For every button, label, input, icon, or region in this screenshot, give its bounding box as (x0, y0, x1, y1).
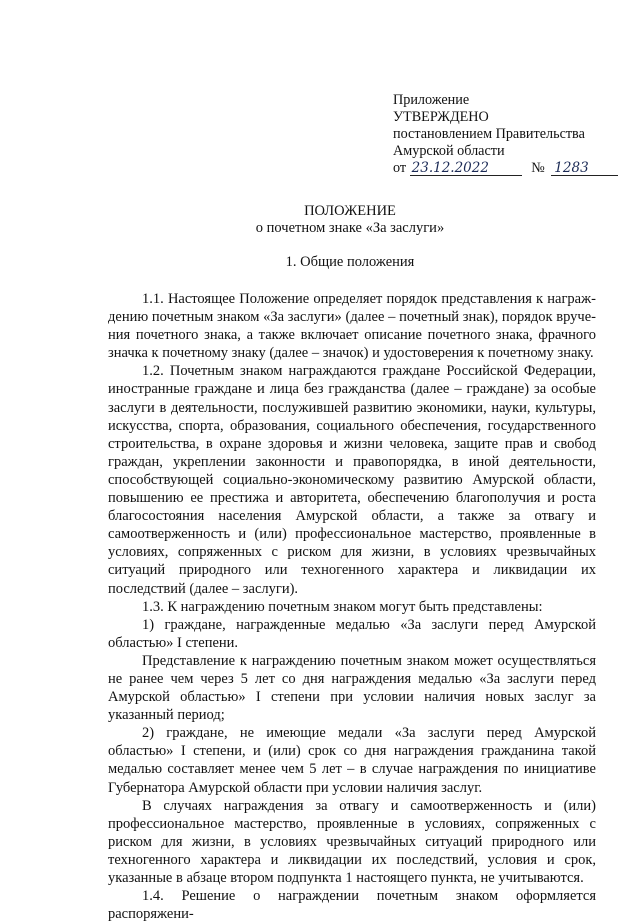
paragraph-1-4: 1.4. Решение о награждении почетным знаком оформляется распоряжени- (108, 888, 596, 923)
paragraph-item-1: 1) граждане, награжденные медалью «За заслуги перед Амурской областью» I степени. (108, 616, 596, 651)
paragraph-item-1-note: Представление к награждению почетным знаком может осуществляться не ранее чем через 5 лет со дня награждения медалью «За заслуги перед Амурской областью» I степени при условии наличия новых заслуг за указанный период; (108, 652, 596, 724)
approved-label: УТВЕРЖДЕНО (393, 109, 489, 125)
date-prefix: от (393, 160, 407, 176)
handwritten-number: 1283 (551, 161, 618, 176)
region-label: Амурской области (393, 143, 505, 159)
document-title: ПОЛОЖЕНИЕ (304, 203, 396, 219)
paragraph-1-3: 1.3. К награждению почетным знаком могут быть представлены: (142, 598, 543, 615)
approval-block (393, 92, 613, 177)
paragraph-1-2: 1.2. Почетным знаком награждаются граждане Российской Федерации, иностранные граждане и лица без гражданства (далее – граждане) за особые заслуги в деятельности, послужившей развитию экономики, науки, культуры, искусства, спорта, образования, социального обеспечения, государственного строительства, в охране здоровья и жизни человека, защите прав и свобод граждан, укреплении законности и правопорядка, в иной деятельности, способствующей социально-экономическому развитию Амурской области, повышению ее престижа и авторитета, обеспечению благополучия и роста благосостояния населения Амурской области, а также за отвагу и самоотверженность и (или) профессиональное мастерство, проявленные в условиях, сопряженных с риском для жизни, в условиях чрезвычайных ситуаций природного или техногенного характера и ликвидации их последствий (далее – заслуги). (108, 363, 596, 597)
paragraph-item-2: 2) граждане, не имеющие медали «За заслуги перед Амурской областью» I степени, и (или) срок со дня награждения гражданина такой медалью составляет менее чем 5 лет – в случае награждения по инициативе Губернатора Амурской области при условии наличия заслуг. (108, 725, 596, 796)
document-subtitle: о почетном знаке «За заслуги» (255, 220, 445, 236)
resolution-label: постановлением Правительства (393, 126, 585, 142)
date-number-row (393, 160, 613, 177)
paragraph-1-1: 1.1. Настоящее Положение определяет порядок представления к награждению почетным знаком «За заслуги» (далее – почетный знак), порядок вручения почетного знака, а также включает описание почетного знака, фрачного значка к почетному знаку (далее – значок) и удостоверения к почетному знаку. (108, 291, 596, 362)
number-sign: № (531, 160, 545, 176)
document-body (108, 290, 596, 923)
handwritten-date: 23.12.2022 (410, 161, 522, 176)
section-heading: 1. Общие положения (285, 254, 415, 270)
paragraph-exception: В случаях награждения за отвагу и самоотверженность и (или) профессиональное мастерство, проявленные в условиях, сопряженных с риском для жизни, в условиях чрезвычайных ситуаций природного или техногенного характера и ликвидации их последствий, условия и срок, указанные в абзаце втором подпункта 1 настоящего пункта, не учитываются. (108, 797, 596, 886)
appendix-label: Приложение (393, 92, 470, 108)
